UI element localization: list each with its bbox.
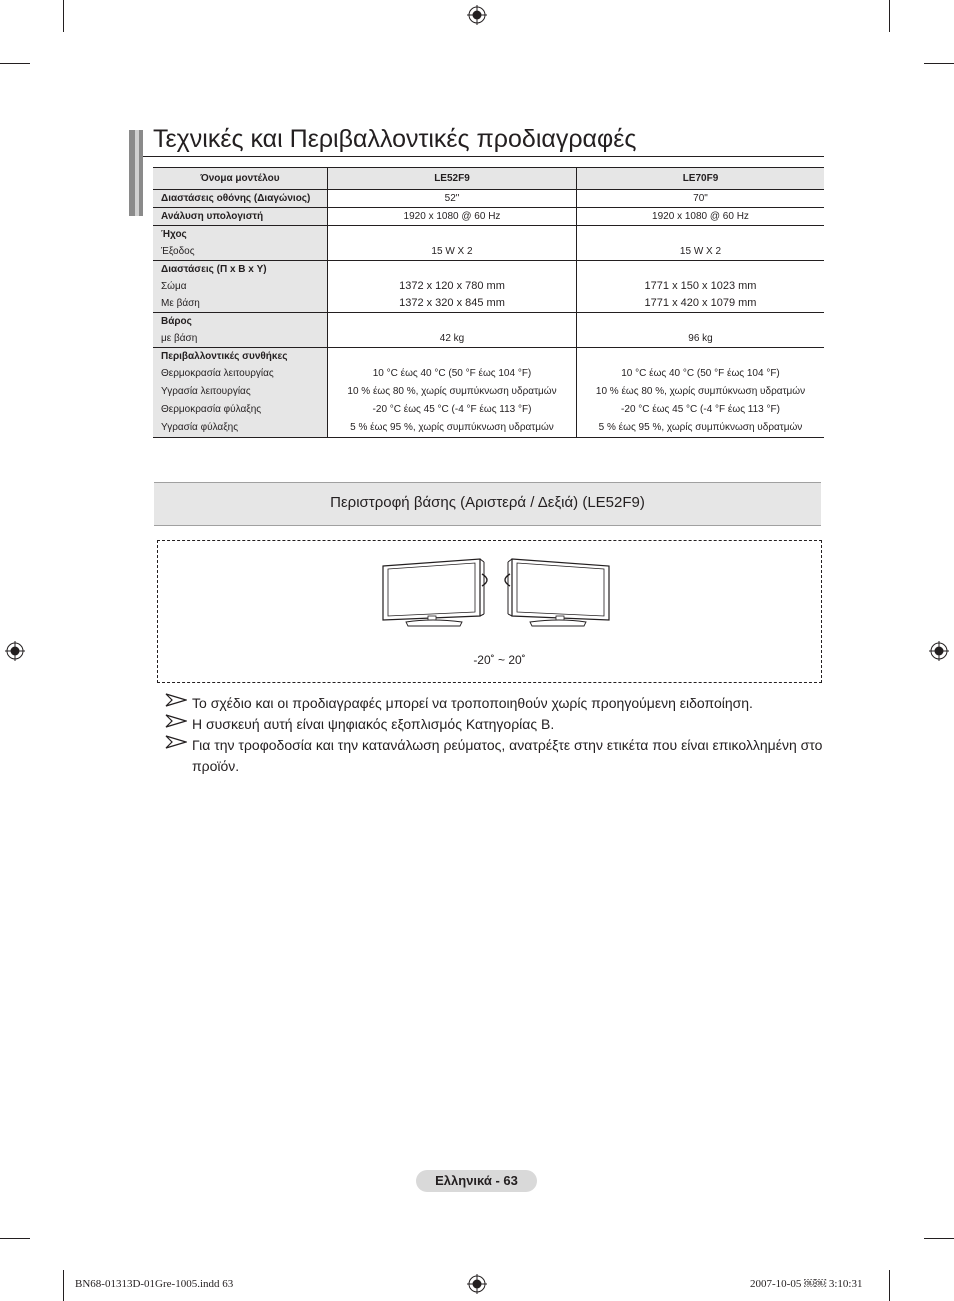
dimensions-stand-a: 1372 x 320 x 845 mm [399, 297, 505, 309]
page-number: Ελληνικά - 63 [416, 1170, 537, 1192]
arrow-icon [165, 714, 187, 728]
table-row [153, 313, 824, 348]
dimensions-body-a: 1372 x 120 x 780 mm [399, 280, 505, 292]
arrow-icon [165, 693, 187, 707]
sound-a: 15 W X 2 [431, 246, 473, 257]
registration-mark-icon [929, 641, 949, 661]
title-accent-bar [135, 130, 139, 216]
screen-size-b: 70" [577, 190, 825, 208]
weight-b: 96 kg [688, 333, 713, 344]
footer-file: BN68-01313D-01Gre-1005.indd 63 [75, 1278, 234, 1290]
crop-mark [924, 63, 954, 64]
arrow-icon [165, 735, 187, 749]
pc-resolution-b: 1920 x 1080 @ 60 Hz [577, 208, 825, 226]
weight-label: Βάρος [161, 316, 192, 327]
table-row [153, 348, 824, 438]
screen-size-label: Διαστάσεις οθόνης (Διαγώνιος) [153, 190, 328, 208]
crop-mark [63, 1270, 64, 1301]
dimensions-body-label: Σώμα [161, 281, 187, 292]
note-text: Το σχέδιο και οι προδιαγραφές μπορεί να τροποποιηθούν χωρίς προηγούμενη ειδοποίηση. [192, 695, 753, 711]
list-item [165, 693, 825, 714]
tv-swivel-illustration [380, 556, 612, 628]
crop-mark [63, 0, 64, 32]
note-text: Για την τροφοδοσία και την κατανάλωση ρεύματος, ανατρέξτε στην ετικέτα που είναι επικολλημένη στο προϊόν. [192, 737, 823, 774]
section-title: Περιστροφή βάσης (Αριστερά / Δεξιά) (LE52F9) [330, 494, 645, 511]
st-hum-b: 5 % έως 95 %, χωρίς συμπύκνωση υδρατμών [598, 422, 803, 433]
crop-mark [889, 1270, 890, 1301]
screen-size-a: 52" [328, 190, 577, 208]
op-hum-b: 10 % έως 80 %, χωρίς συμπύκνωση υδρατμών [595, 386, 806, 397]
header-model-a: LE52F9 [328, 168, 577, 190]
crop-mark [889, 0, 890, 32]
table-row [153, 226, 824, 261]
op-temp-a: 10 °C έως 40 °C (50 °F έως 104 °F) [372, 368, 532, 379]
dimensions-body-b: 1771 x 150 x 1023 mm [644, 280, 757, 292]
pc-resolution-a: 1920 x 1080 @ 60 Hz [328, 208, 577, 226]
dimensions-stand-label: Με βάση [161, 298, 200, 309]
crop-mark [0, 63, 30, 64]
op-temp-label: Θερμοκρασία λειτουργίας [161, 368, 274, 379]
environment-label: Περιβαλλοντικές συνθήκες [161, 351, 288, 362]
table-row [153, 261, 824, 313]
st-temp-b: -20 °C έως 45 °C (-4 °F έως 113 °F) [621, 404, 780, 415]
table-row [153, 208, 824, 226]
op-hum-label: Υγρασία λειτουργίας [161, 386, 251, 397]
st-temp-a: -20 °C έως 45 °C (-4 °F έως 113 °F) [372, 404, 532, 415]
op-hum-a: 10 % έως 80 %, χωρίς συμπύκνωση υδρατμών [347, 386, 557, 397]
st-temp-label: Θερμοκρασία φύλαξης [161, 404, 262, 415]
registration-mark-icon [5, 641, 25, 661]
sound-label: Ήχος [161, 229, 187, 240]
list-item [165, 714, 825, 735]
table-header-row [153, 168, 824, 190]
dimensions-stand-b: 1771 x 420 x 1079 mm [644, 297, 757, 309]
pc-resolution-label: Ανάλυση υπολογιστή [153, 208, 328, 226]
registration-mark-icon [467, 1274, 487, 1294]
sound-output-label: Έξοδος [161, 246, 195, 257]
st-hum-a: 5 % έως 95 %, χωρίς συμπύκνωση υδρατμών [350, 422, 554, 433]
title-rule [143, 156, 824, 157]
swivel-angle-label: -20˚ ~ 20˚ [473, 653, 526, 667]
table-row [153, 190, 824, 208]
weight-a: 42 kg [439, 333, 465, 344]
registration-mark-icon [467, 5, 487, 25]
note-text: Η συσκευή αυτή είναι ψηφιακός εξοπλισμός Κατηγορίας Β. [192, 716, 555, 732]
notes-list [165, 693, 825, 777]
st-hum-label: Υγρασία φύλαξης [161, 422, 239, 433]
header-model-label: Όνομα μοντέλου [153, 168, 328, 190]
list-item [165, 735, 825, 777]
op-temp-b: 10 °C έως 40 °C (50 °F έως 104 °F) [621, 368, 780, 379]
crop-mark [924, 1238, 954, 1239]
spec-table [153, 167, 824, 438]
header-model-b: LE70F9 [577, 168, 825, 190]
weight-stand-label: με βάση [161, 333, 198, 344]
crop-mark [0, 1238, 30, 1239]
tv-left-icon [383, 559, 484, 626]
sound-b: 15 W X 2 [679, 246, 722, 257]
footer-date: 2007-10-05 ￼￼ 3:10:31 [750, 1278, 863, 1290]
page-title: Τεχνικές και Περιβαλλοντικές προδιαγραφές [153, 125, 637, 153]
dimensions-label: Διαστάσεις (Π x Β x Υ) [161, 264, 267, 275]
tv-right-icon [508, 559, 609, 626]
